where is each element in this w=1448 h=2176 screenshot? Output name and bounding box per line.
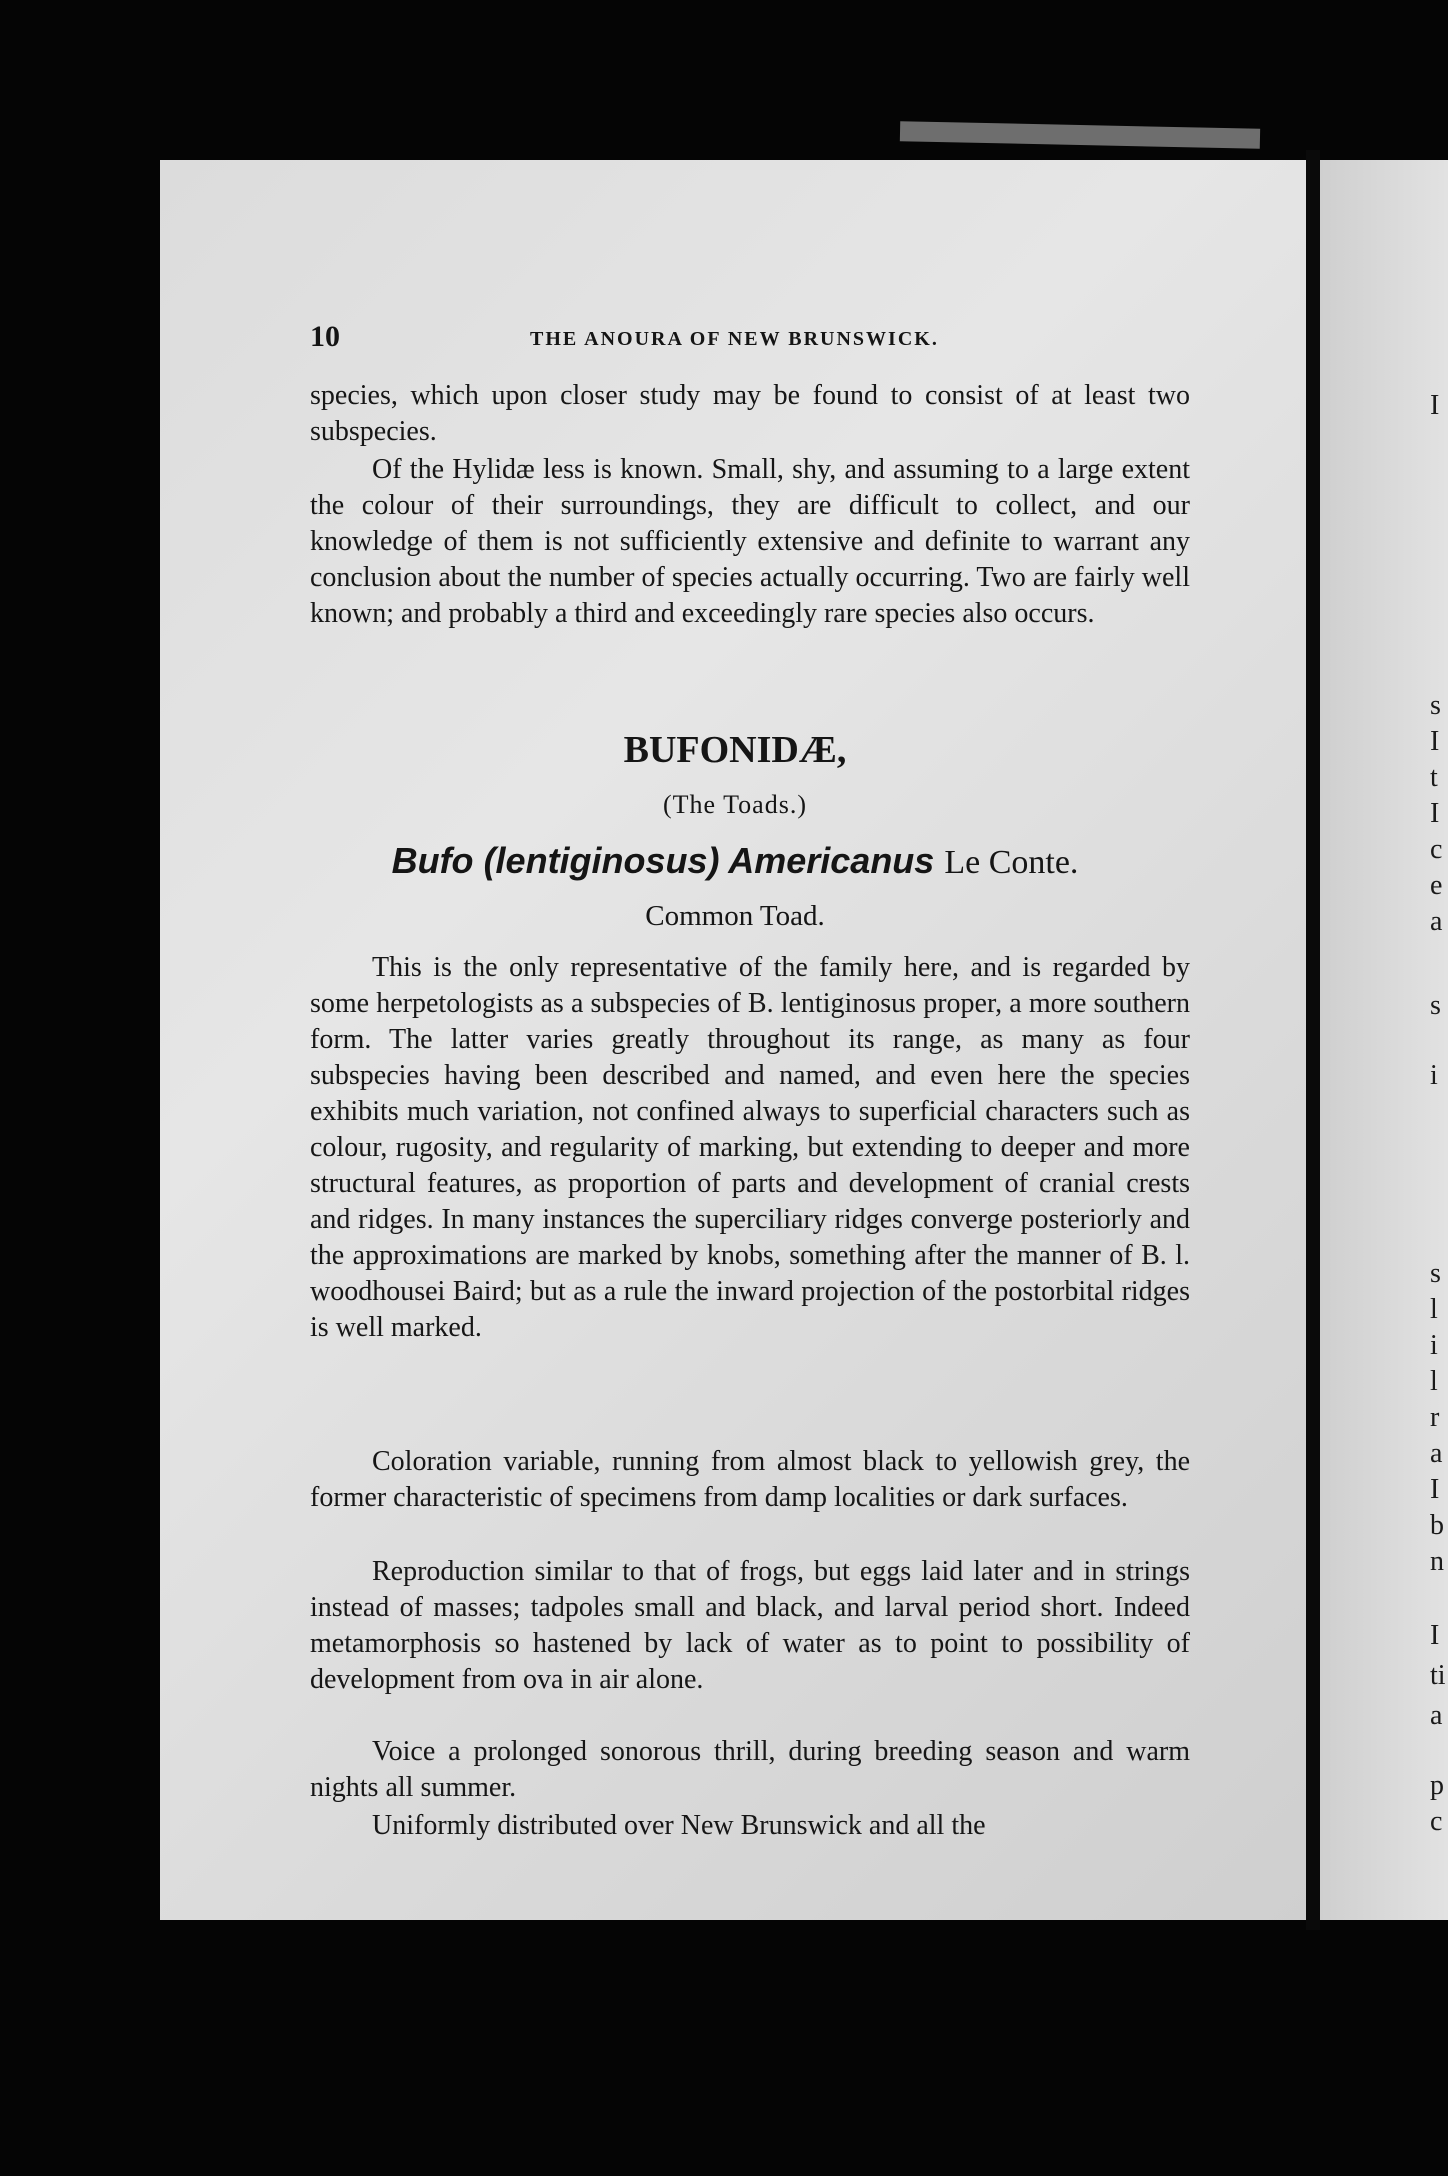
edge-letter: ti [1430, 1660, 1446, 1691]
body-paragraph-4: Voice a prolonged sonorous thrill, during breeding season and warm nights all summer. [310, 1736, 1190, 1803]
edge-letter: b [1430, 1510, 1444, 1541]
background-strip [900, 121, 1260, 149]
species-common-name: Common Toad. [645, 900, 825, 932]
edge-letter: i [1430, 1060, 1438, 1091]
species-genus: Bufo [391, 840, 474, 881]
edge-letter: t [1430, 762, 1438, 793]
edge-letter: a [1430, 1700, 1443, 1731]
edge-letter: l [1430, 1294, 1438, 1325]
page-gutter [1306, 150, 1320, 1930]
edge-letter: s [1430, 690, 1441, 721]
family-heading: BUFONIDÆ, [623, 729, 847, 771]
edge-letter: I [1430, 1474, 1440, 1505]
edge-letter: I [1430, 798, 1440, 829]
edge-letter: s [1430, 990, 1441, 1021]
edge-letter: e [1430, 870, 1443, 901]
edge-letter: I [1430, 390, 1440, 421]
edge-letter: r [1430, 1402, 1440, 1433]
edge-letter: i [1430, 1330, 1438, 1361]
species-parenthetical: (lentiginosus) [483, 840, 720, 881]
intro-paragraph-1: species, which upon closer study may be found to consist of at least two subspecies. [310, 380, 1190, 447]
body-paragraph-2: Coloration variable, running from almost black to yellowish grey, the former characteristic of specimens from damp localities or dark surfaces. [310, 1446, 1190, 1513]
edge-letter: l [1430, 1366, 1438, 1397]
intro-paragraph-2: Of the Hylidæ less is known. Small, shy, and assuming to a large extent the colour of their surroundings, they are difficult to collect, and our knowledge of them is not sufficiently extensive and definite to warrant any conclusion about the number of species actually occurring. Two are fairly well known; and probably a third and exceedingly rare species also occurs. [310, 454, 1190, 629]
running-head [310, 320, 1210, 360]
facing-page-edge [1320, 160, 1448, 1920]
edge-letter: s [1430, 1258, 1441, 1289]
body-paragraph-5: Uniformly distributed over New Brunswick and all the [372, 1810, 986, 1841]
edge-letter: I [1430, 1620, 1440, 1651]
edge-letter: a [1430, 906, 1443, 937]
edge-letter: n [1430, 1546, 1444, 1577]
edge-letter: c [1430, 1806, 1443, 1837]
running-title: THE ANOURA OF NEW BRUNSWICK. [530, 328, 939, 350]
species-epithet: Americanus [728, 840, 935, 881]
page-number: 10 [310, 320, 340, 353]
species-heading [160, 840, 1310, 882]
facing-page-fragments [1430, 0, 1448, 2176]
body-paragraph-1: This is the only representative of the family here, and is regarded by some herpetologists as a subspecies of B. lentiginosus proper, a more southern form. The latter varies greatly throughout its range, as many as four subspecies having been described and named, and even here the species exhibits much variation, not confined always to superficial characters such as colour, rugosity, and regularity of marking, but extending to deeper and more structural features, as proportion of parts and development of cranial crests and ridges. In many instances the superciliary ridges converge posteriorly and the approximations are marked by knobs, something after the manner of B. l. woodhousei Baird; but as a rule the inward projection of the postorbital ridges is well marked. [310, 952, 1190, 1343]
edge-letter: a [1430, 1438, 1443, 1469]
edge-letter: c [1430, 834, 1443, 865]
family-common-name: (The Toads.) [663, 790, 807, 819]
body-paragraph-3: Reproduction similar to that of frogs, but eggs laid later and in strings instead of masses; tadpoles small and black, and larval period short. Indeed metamorphosis so hastened by lack of water as to point to possibility of development from ova in air alone. [310, 1556, 1190, 1695]
book-page [160, 160, 1310, 1920]
edge-letter: p [1430, 1770, 1444, 1801]
edge-letter: I [1430, 726, 1440, 757]
species-author: Le Conte. [944, 844, 1079, 881]
